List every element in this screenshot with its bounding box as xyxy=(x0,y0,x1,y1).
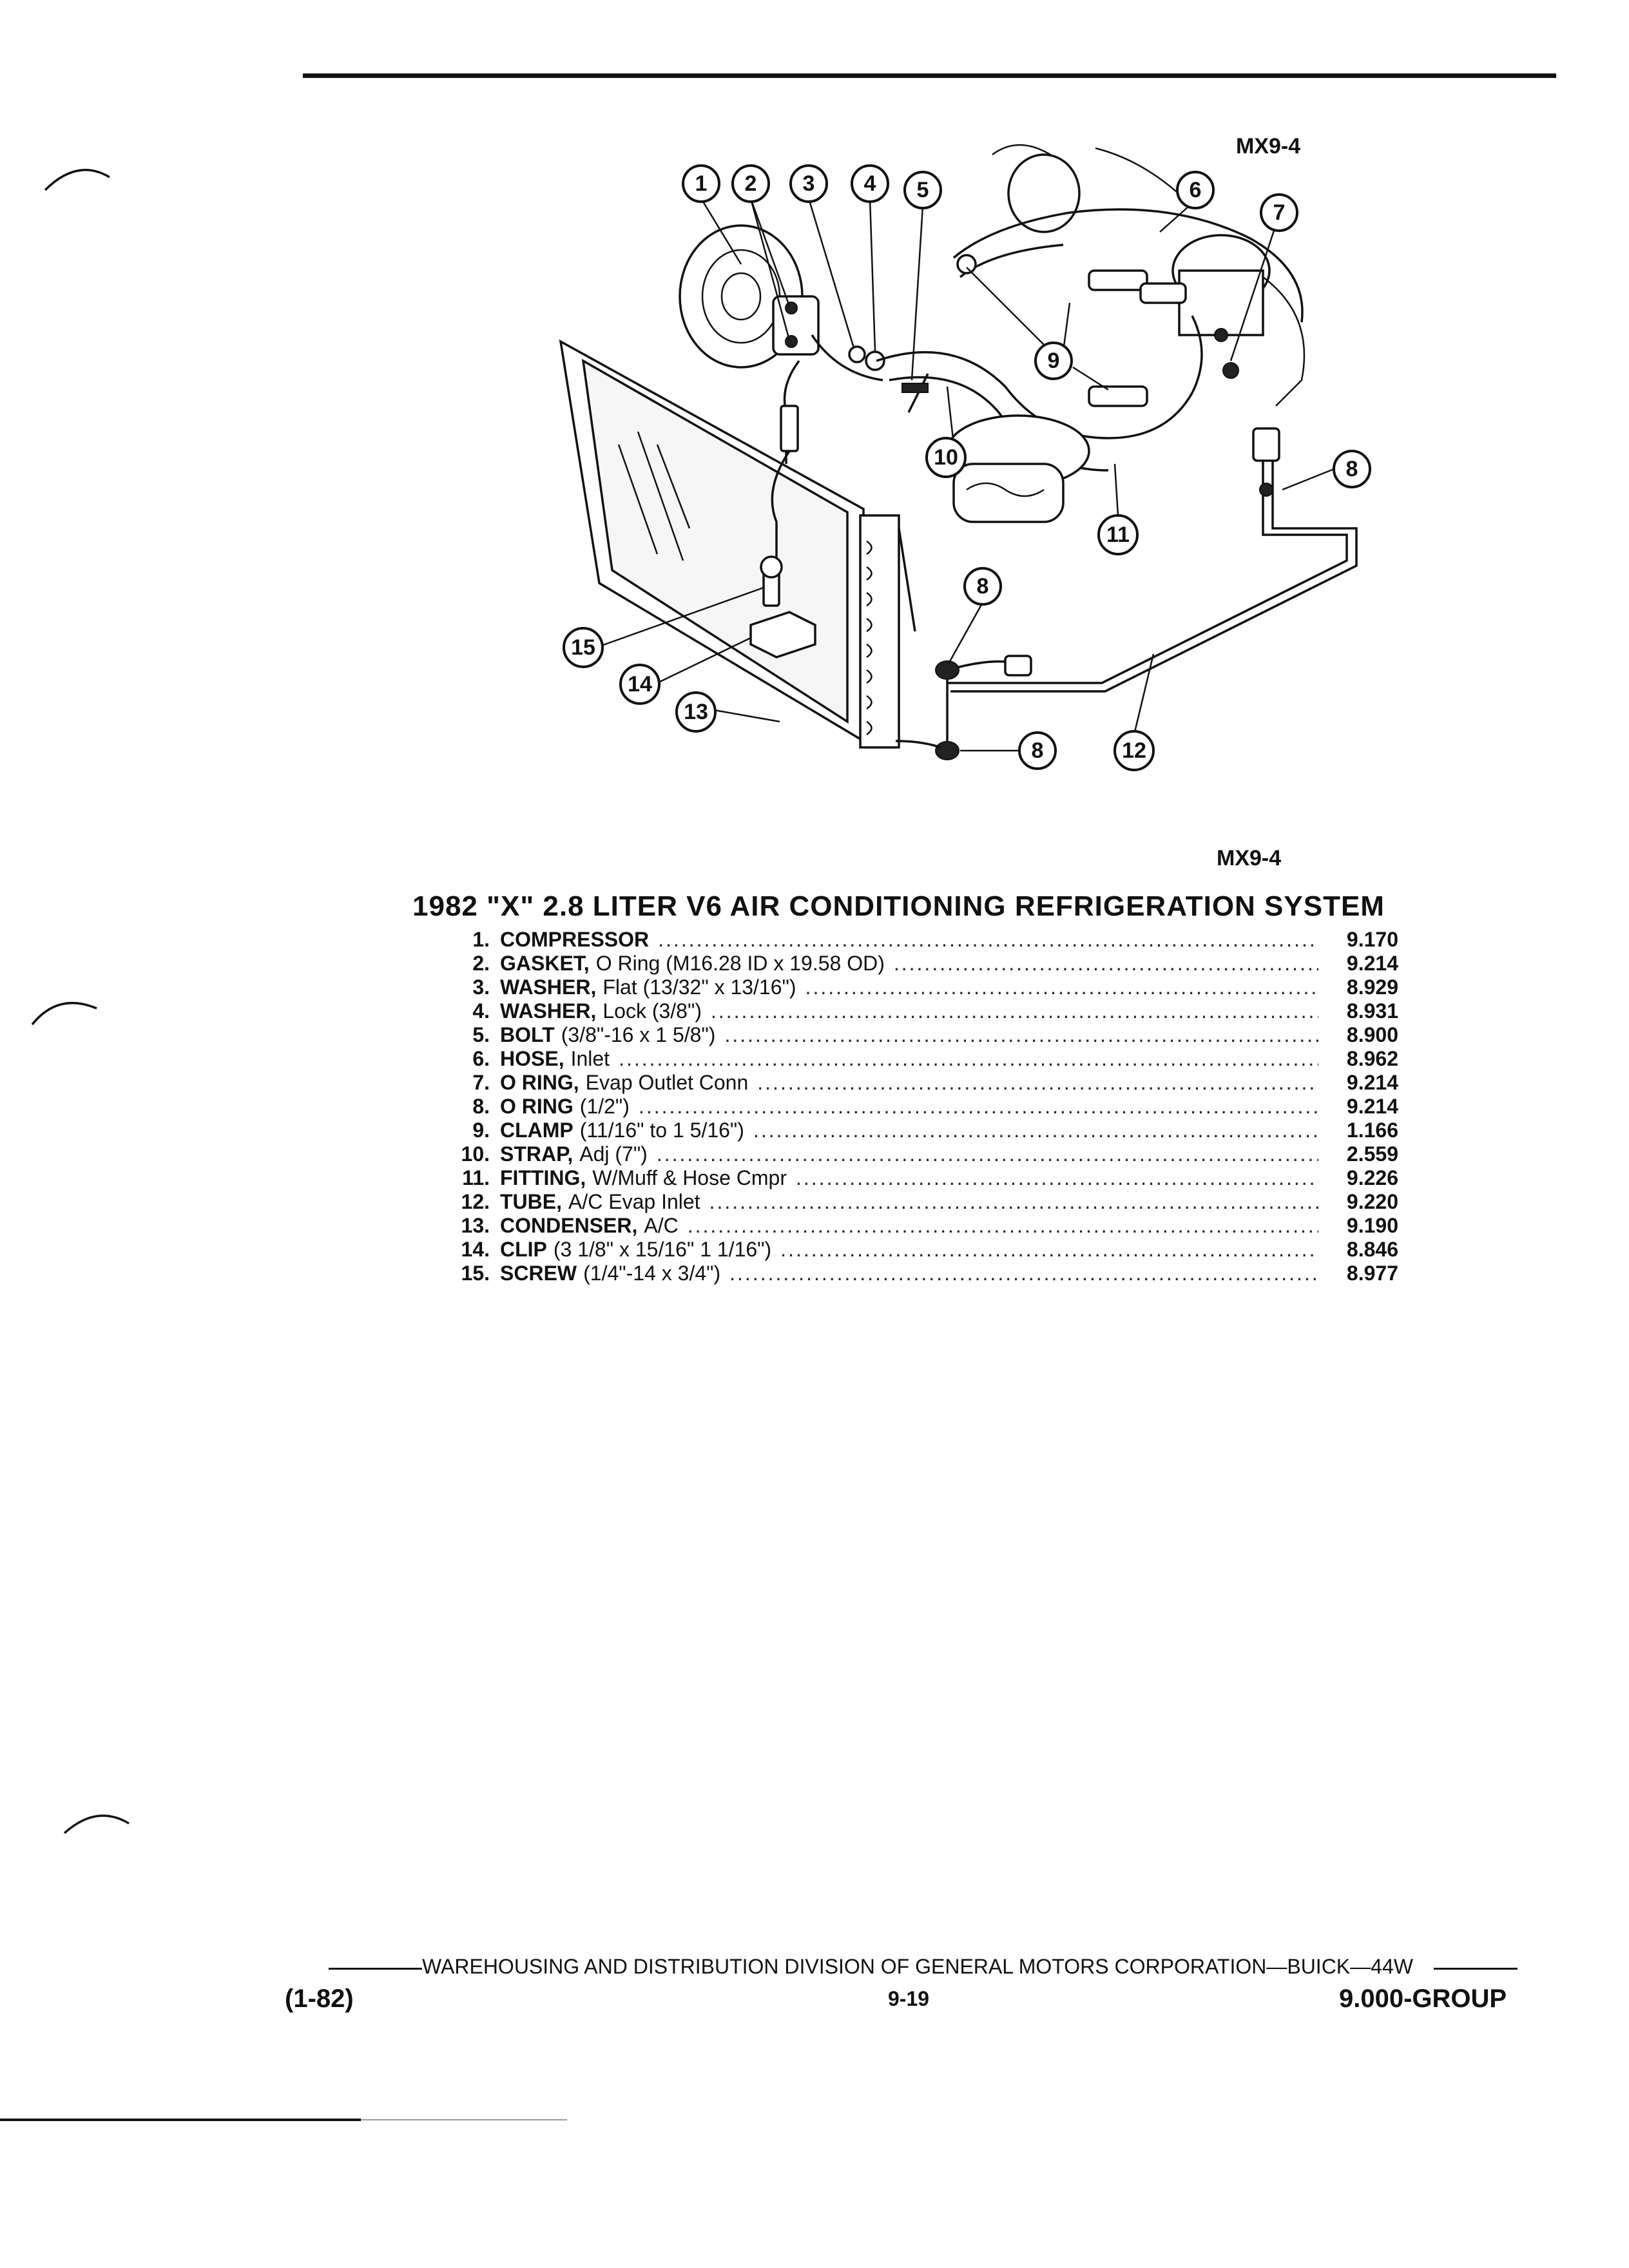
part-description: (1/4"-14 x 3/4") xyxy=(583,1262,721,1285)
footer-rule-left xyxy=(329,1968,422,1970)
condenser-illustration xyxy=(561,341,915,747)
bottom-rule-faint xyxy=(361,2119,567,2120)
muffler-hose-illustration xyxy=(876,316,1202,522)
leader-dots xyxy=(780,1238,1318,1262)
part-group-code: 8.929 xyxy=(1346,975,1398,999)
part-number: 1. xyxy=(472,928,490,951)
part-name: WASHER, xyxy=(500,999,597,1023)
parts-row xyxy=(438,1166,1398,1190)
callout-8-right xyxy=(1334,451,1370,487)
part-group-code: 8.846 xyxy=(1346,1238,1398,1261)
part-name: CLIP xyxy=(500,1238,547,1261)
part-number: 11. xyxy=(462,1166,490,1189)
part-number: 13. xyxy=(461,1214,490,1237)
callout-11 xyxy=(1099,515,1137,554)
parts-row xyxy=(438,952,1398,975)
leader-dots xyxy=(729,1262,1318,1285)
callout-4 xyxy=(852,166,888,202)
part-group-code: 9.214 xyxy=(1346,1071,1398,1094)
part-group-code: 9.214 xyxy=(1346,952,1398,975)
part-name: BOLT xyxy=(500,1023,555,1046)
part-name: STRAP, xyxy=(500,1142,574,1166)
footer-page-number: 9-19 xyxy=(888,1987,930,2010)
parts-row xyxy=(438,1190,1398,1214)
callout-10 xyxy=(927,438,965,477)
part-description: A/C Evap Inlet xyxy=(568,1190,700,1213)
part-number: 12. xyxy=(461,1190,490,1213)
page-title: 1982 "X" 2.8 LITER V6 AIR CONDITIONING REFRIGERATION SYSTEM xyxy=(412,890,1385,922)
accumulator-illustration xyxy=(954,145,1304,406)
parts-list xyxy=(438,928,1398,1285)
part-group-code: 9.220 xyxy=(1346,1190,1398,1213)
parts-row xyxy=(438,1142,1398,1166)
part-description: (3 1/8" x 15/16" 1 1/16") xyxy=(553,1238,772,1261)
callout-3 xyxy=(791,166,827,202)
parts-row xyxy=(438,928,1398,952)
part-name: WASHER, xyxy=(500,975,597,999)
callout-5 xyxy=(905,172,941,208)
part-number: 4. xyxy=(472,999,490,1023)
leader-dots xyxy=(711,999,1318,1023)
leader-dots xyxy=(894,952,1318,975)
part-number: 3. xyxy=(472,975,490,999)
part-name: O RING, xyxy=(500,1071,579,1094)
leader-dots xyxy=(657,1142,1318,1166)
footer-rule-right xyxy=(1434,1968,1518,1970)
part-group-code: 1.166 xyxy=(1346,1119,1398,1142)
callout-13 xyxy=(677,693,715,731)
svg-text:6: 6 xyxy=(1189,178,1202,202)
margin-mark-3 xyxy=(58,1804,135,1843)
leader-dots xyxy=(619,1047,1318,1071)
leader-dots xyxy=(724,1023,1318,1047)
part-description: O Ring (M16.28 ID x 19.58 OD) xyxy=(595,952,885,975)
parts-row xyxy=(438,975,1398,999)
svg-text:11: 11 xyxy=(1106,523,1130,547)
svg-text:8: 8 xyxy=(976,574,989,599)
part-description: (11/16" to 1 5/16") xyxy=(579,1119,744,1142)
part-description: Flat (13/32" x 13/16") xyxy=(602,975,796,999)
part-description: (3/8"-16 x 1 5/8") xyxy=(561,1023,716,1046)
part-group-code: 8.900 xyxy=(1346,1023,1398,1046)
svg-text:9: 9 xyxy=(1047,349,1060,373)
svg-text:8: 8 xyxy=(1031,738,1044,763)
part-name: TUBE, xyxy=(500,1190,562,1213)
footer-group: 9.000-GROUP xyxy=(1339,1984,1507,2013)
parts-row xyxy=(438,1071,1398,1095)
parts-row xyxy=(438,1262,1398,1285)
parts-row xyxy=(438,1119,1398,1142)
callout-2 xyxy=(733,166,769,202)
part-number: 7. xyxy=(472,1071,490,1094)
part-description: Evap Outlet Conn xyxy=(585,1071,749,1094)
part-description: W/Muff & Hose Cmpr xyxy=(592,1166,787,1189)
part-group-code: 2.559 xyxy=(1346,1142,1398,1166)
part-number: 2. xyxy=(472,952,490,975)
callout-7 xyxy=(1261,195,1297,231)
part-group-code: 9.170 xyxy=(1346,928,1398,951)
svg-text:15: 15 xyxy=(571,635,595,660)
part-number: 10. xyxy=(461,1142,490,1166)
part-description: Lock (3/8") xyxy=(602,999,702,1023)
leader-dots xyxy=(688,1214,1318,1238)
exploded-view-diagram xyxy=(541,135,1418,818)
parts-row xyxy=(438,999,1398,1023)
part-group-code: 9.226 xyxy=(1346,1166,1398,1189)
parts-row xyxy=(438,1095,1398,1119)
svg-text:7: 7 xyxy=(1273,200,1286,225)
svg-text:12: 12 xyxy=(1122,738,1146,763)
part-number: 8. xyxy=(472,1095,490,1118)
callout-8-bottom xyxy=(1019,733,1055,769)
callout-12 xyxy=(1115,731,1153,770)
svg-text:14: 14 xyxy=(628,672,652,697)
part-number: 15. xyxy=(461,1262,490,1285)
figure-code-top: MX9-4 xyxy=(1236,134,1301,159)
part-name: GASKET, xyxy=(500,952,590,975)
callout-8-middle xyxy=(965,568,1001,604)
leader-dots xyxy=(805,975,1318,999)
parts-row xyxy=(438,1047,1398,1071)
leader-dots xyxy=(709,1190,1318,1214)
bottom-rule xyxy=(0,2119,361,2121)
part-number: 14. xyxy=(461,1238,490,1261)
leader-dots xyxy=(639,1095,1318,1119)
margin-mark-1 xyxy=(39,161,116,200)
parts-row xyxy=(438,1238,1398,1262)
footer-division: WAREHOUSING AND DISTRIBUTION DIVISION OF GENERAL MOTORS CORPORATION—BUICK—44W xyxy=(422,1955,1413,1978)
part-name: CLAMP xyxy=(500,1119,574,1142)
part-description: A/C xyxy=(644,1214,679,1237)
top-rule xyxy=(303,73,1556,78)
footer-date: (1-82) xyxy=(285,1984,354,2013)
svg-text:13: 13 xyxy=(684,700,708,724)
leader-dots xyxy=(796,1166,1318,1190)
margin-mark-2 xyxy=(26,992,103,1031)
part-name: O RING xyxy=(500,1095,574,1118)
leader-dots xyxy=(753,1119,1318,1142)
part-description: Inlet xyxy=(570,1047,610,1070)
part-name: SCREW xyxy=(500,1262,577,1285)
part-group-code: 9.214 xyxy=(1346,1095,1398,1118)
part-group-code: 8.977 xyxy=(1346,1262,1398,1285)
leader-dots xyxy=(658,928,1318,952)
svg-text:5: 5 xyxy=(916,178,929,202)
parts-row xyxy=(438,1023,1398,1047)
callout-9 xyxy=(1036,343,1072,379)
part-name: HOSE, xyxy=(500,1047,564,1070)
part-name: FITTING, xyxy=(500,1166,586,1189)
part-description: (1/2") xyxy=(579,1095,630,1118)
svg-text:2: 2 xyxy=(744,171,757,196)
part-group-code: 8.931 xyxy=(1346,999,1398,1023)
svg-text:1: 1 xyxy=(695,171,708,196)
callout-14 xyxy=(621,665,659,704)
figure-code-bottom: MX9-4 xyxy=(1217,846,1282,870)
svg-text:4: 4 xyxy=(863,171,876,196)
svg-text:3: 3 xyxy=(802,171,815,196)
svg-text:8: 8 xyxy=(1345,457,1358,481)
callout-1 xyxy=(683,166,719,202)
part-description: Adj (7") xyxy=(579,1142,648,1166)
part-number: 5. xyxy=(472,1023,490,1046)
part-group-code: 9.190 xyxy=(1346,1214,1398,1237)
part-name: CONDENSER, xyxy=(500,1214,638,1237)
parts-row xyxy=(438,1214,1398,1238)
part-group-code: 8.962 xyxy=(1346,1047,1398,1070)
leader-dots xyxy=(757,1071,1318,1095)
part-name: COMPRESSOR xyxy=(500,928,650,951)
callout-6 xyxy=(1177,172,1213,208)
svg-text:10: 10 xyxy=(934,445,958,470)
part-number: 6. xyxy=(472,1047,490,1070)
callout-15 xyxy=(564,628,602,667)
part-number: 9. xyxy=(472,1119,490,1142)
